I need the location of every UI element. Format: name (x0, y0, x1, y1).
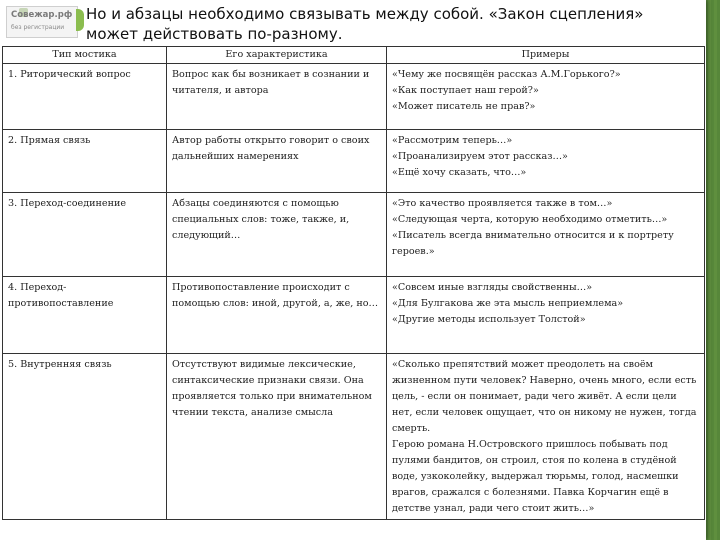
cell-examples (387, 354, 705, 520)
example-line: «Для Булгакова же эта мысль неприемлема» (392, 298, 624, 309)
example-line: «Это качество проявляется также в том…» (392, 198, 613, 209)
example-line: «Как поступает наш герой?» (392, 85, 539, 96)
example-line: «Ещё хочу сказать, что…» (392, 167, 527, 178)
cell-characteristic: Автор работы открыто говорит о своих дальнейших намерениях (167, 130, 387, 193)
site-logo[interactable] (6, 6, 78, 38)
cell-type: 2. Прямая связь (3, 130, 167, 193)
cell-type: 4. Переход-противопоставление (3, 277, 167, 354)
table-row (3, 354, 705, 520)
cell-type: 3. Переход-соединение (3, 193, 167, 277)
logo-text: Coвежар.рф (11, 10, 73, 20)
logo-subtext: без регистрации (11, 24, 65, 31)
cell-characteristic: Вопрос как бы возникает в сознании и читателя, и автора (167, 64, 387, 130)
slide-title: Но и абзацы необходимо связывать между собой. «Закон сцепления» может действовать по-разному. (86, 5, 644, 43)
example-line: «Следующая черта, которую необходимо отметить…» (392, 214, 668, 225)
table-row (3, 193, 705, 277)
example-line: «Другие методы использует Толстой» (392, 314, 586, 325)
bridge-types-table (2, 46, 705, 520)
table-header-row (3, 47, 705, 64)
cell-characteristic: Отсутствуют видимые лексические, синтаксические признаки связи. Она проявляется только при внимательном чтении текста, анализе смысла (167, 354, 387, 520)
cell-examples (387, 193, 705, 277)
example-line: «Рассмотрим теперь…» (392, 135, 513, 146)
example-line: «Сколько препятствий может преодолеть на своём жизненном пути человек? Наверно, очень много, если есть цель, - если он понимает, ради чего живёт. А если цели нет, если человек ощущает, что он никому не нужен, тогда смерть. (392, 359, 697, 434)
example-line: «Чему же посвящён рассказ А.М.Горького?» (392, 69, 621, 80)
accent-marker (76, 9, 84, 31)
column-header-characteristic: Его характеристика (167, 47, 387, 64)
example-line: «Может писатель не прав?» (392, 101, 536, 112)
example-line: «Проанализируем этот рассказ…» (392, 151, 568, 162)
cell-examples (387, 130, 705, 193)
column-header-examples: Примеры (387, 47, 705, 64)
column-header-type: Тип мостика (3, 47, 167, 64)
table-row (3, 130, 705, 193)
table-row (3, 64, 705, 130)
cell-type: 1. Риторический вопрос (3, 64, 167, 130)
cell-examples (387, 277, 705, 354)
example-line: «Писатель всегда внимательно относится и к портрету героев.» (392, 230, 674, 257)
cell-type: 5. Внутренняя связь (3, 354, 167, 520)
example-line: Герою романа Н.Островского пришлось побывать под пулями бандитов, он строил, стоя по колена в студёной воде, узкоколейку, выдержал тюрьмы, голод, насмешки врагов, сражался с болезнями. Павка Корчагин ещё в детстве узнал, ради чего стоит жить…» (392, 439, 679, 514)
cell-characteristic: Противопоставление происходит с помощью слов: иной, другой, а, же, но… (167, 277, 387, 354)
table-row (3, 277, 705, 354)
cell-characteristic: Абзацы соединяются с помощью специальных слов: тоже, также, и, следующий… (167, 193, 387, 277)
cell-examples (387, 64, 705, 130)
example-line: «Совсем иные взгляды свойственны…» (392, 282, 593, 293)
